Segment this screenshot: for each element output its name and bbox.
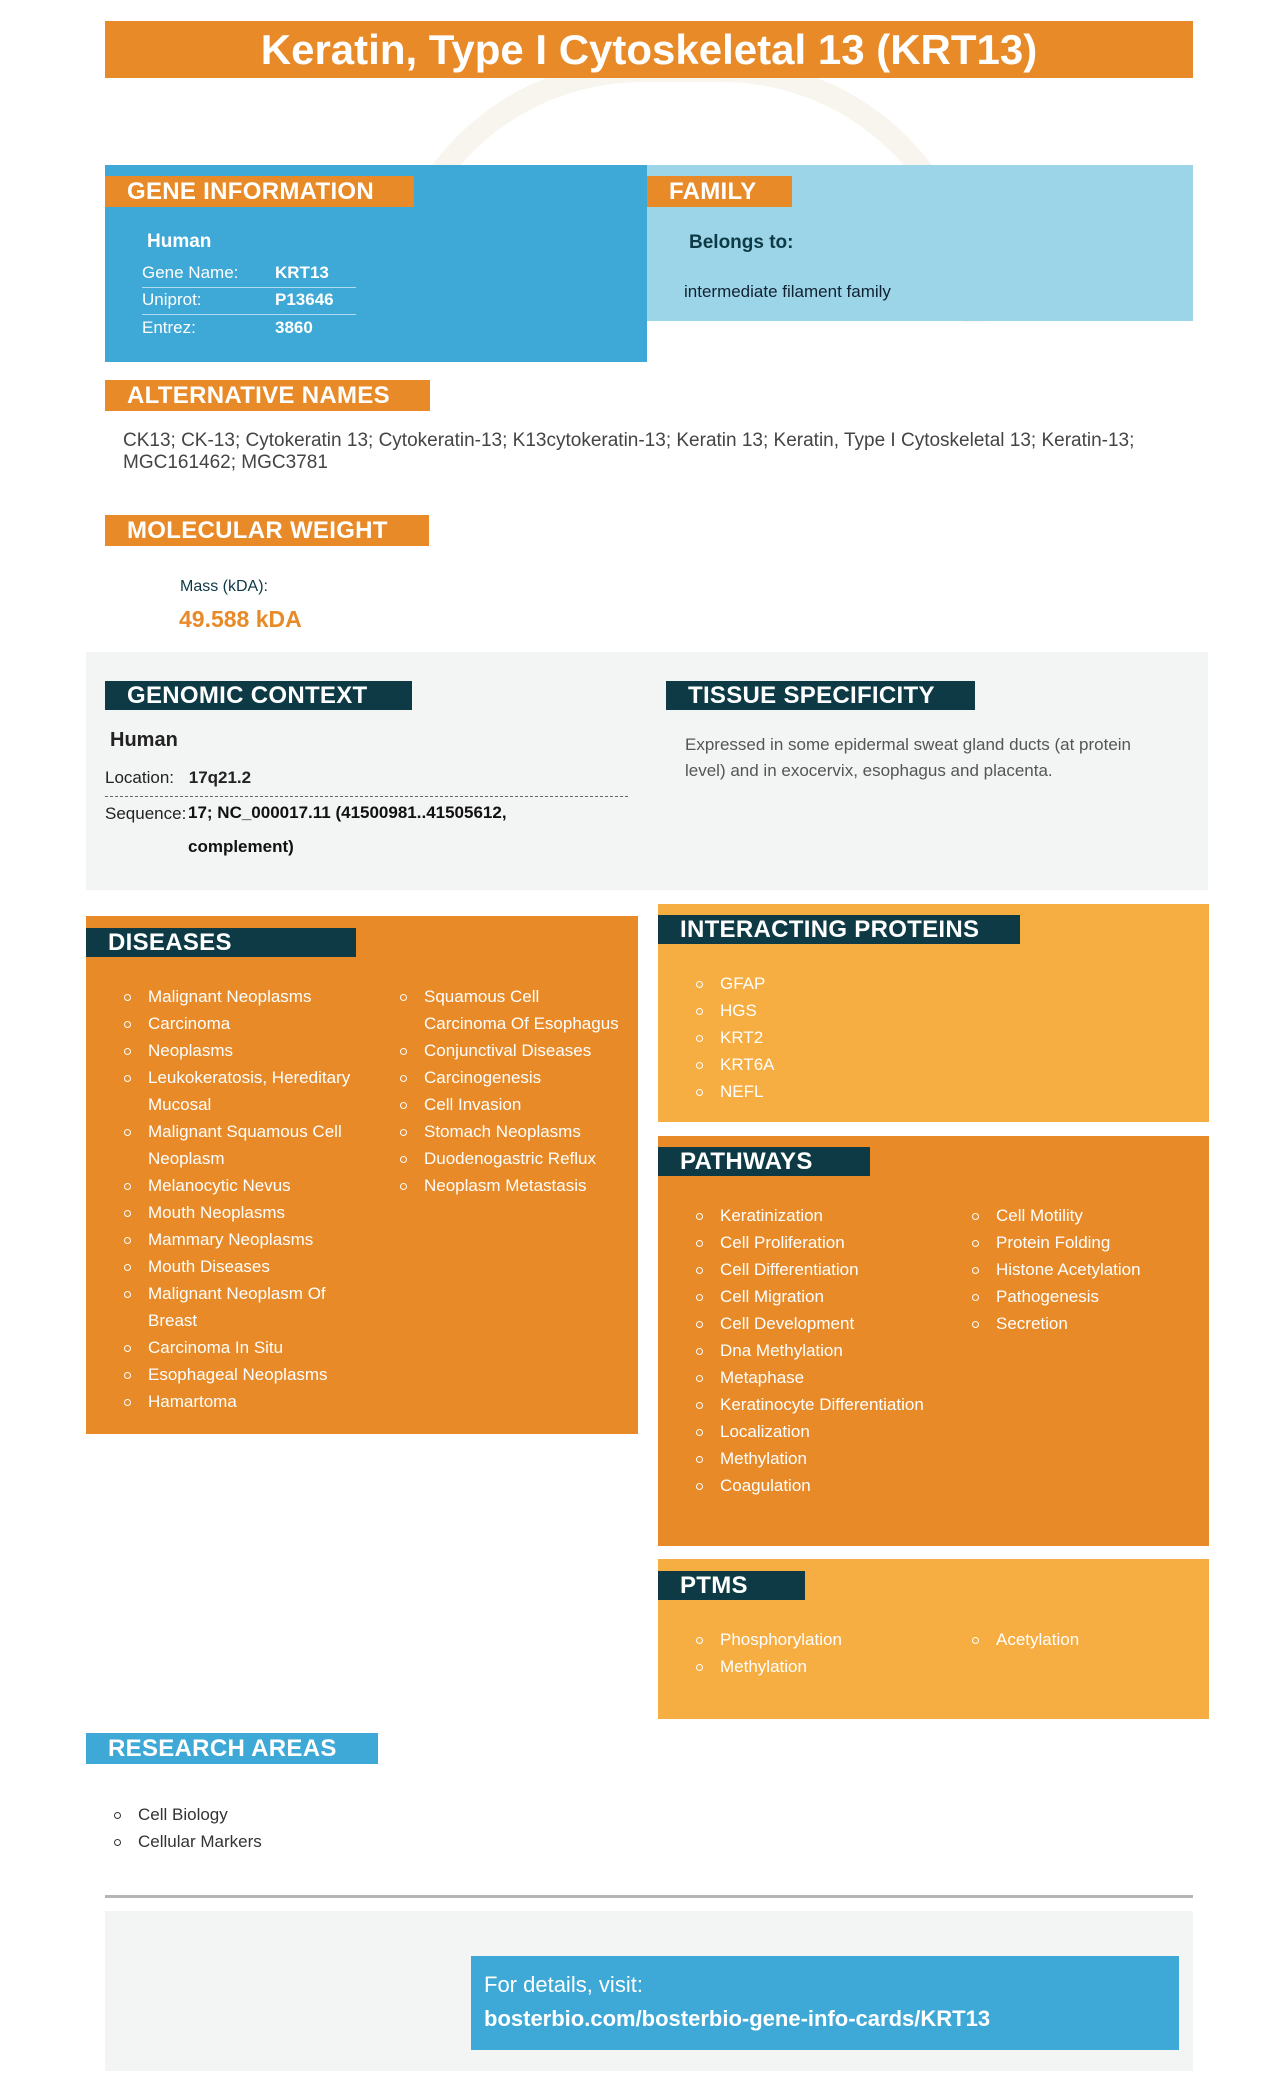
ptms-col1 [696, 1626, 946, 1680]
alternative-names-header: ALTERNATIVE NAMES [105, 380, 430, 411]
molecular-weight-header: MOLECULAR WEIGHT [105, 515, 429, 546]
diseases-col2 [400, 983, 620, 1199]
uniprot-value: P13646 [275, 290, 334, 309]
disease-item: Mouth Diseases [124, 1253, 354, 1280]
ptm-item: Acetylation [972, 1626, 1192, 1653]
gene-name-row [142, 263, 356, 288]
interacting-protein-item: KRT6A [696, 1051, 936, 1078]
footer-line2[interactable]: bosterbio.com/bosterbio-gene-info-cards/KRT13 [484, 2006, 991, 2031]
location-label: Location: [105, 768, 174, 787]
tissue-specificity-header: TISSUE SPECIFICITY [666, 681, 975, 710]
interacting-protein-item: KRT2 [696, 1024, 936, 1051]
disease-item: Malignant Neoplasm Of Breast [124, 1280, 354, 1334]
diseases-col1 [124, 983, 354, 1415]
genomic-organism: Human [110, 729, 178, 751]
disease-item: Neoplasms [124, 1037, 354, 1064]
pathway-item: Pathogenesis [972, 1283, 1192, 1310]
disease-item: Squamous Cell Carcinoma Of Esophagus [400, 983, 620, 1037]
pathway-item: Dna Methylation [696, 1337, 946, 1364]
entrez-value: 3860 [275, 318, 313, 337]
pathways-col1 [696, 1202, 946, 1499]
pathway-item: Metaphase [696, 1364, 946, 1391]
gene-name-value: KRT13 [275, 263, 329, 282]
interacting-proteins-header: INTERACTING PROTEINS [658, 915, 1020, 944]
pathway-item: Methylation [696, 1445, 946, 1472]
disease-item: Malignant Neoplasms [124, 983, 354, 1010]
pathway-item: Keratinization [696, 1202, 946, 1229]
research-areas-list [114, 1801, 414, 1855]
footer-line1: For details, visit: [484, 1972, 643, 1997]
pathways-header: PATHWAYS [658, 1147, 870, 1176]
family-value: intermediate filament family [684, 282, 891, 301]
interacting-protein-item: HGS [696, 997, 936, 1024]
family-belongs-label: Belongs to: [689, 232, 794, 253]
gene-info-header: GENE INFORMATION [105, 176, 414, 207]
entrez-key: Entrez: [142, 318, 196, 337]
pathway-item: Cell Motility [972, 1202, 1192, 1229]
pathway-item: Protein Folding [972, 1229, 1192, 1256]
pathways-col2 [972, 1202, 1192, 1337]
disease-item: Carcinoma [124, 1010, 354, 1037]
genomic-context-header: GENOMIC CONTEXT [105, 681, 412, 710]
interacting-protein-item: GFAP [696, 970, 936, 997]
ptm-item: Methylation [696, 1653, 946, 1680]
research-area-item: Cellular Markers [114, 1828, 414, 1855]
location-value: 17q21.2 [188, 768, 252, 787]
entrez-row [142, 318, 356, 338]
footer-divider [105, 1895, 1193, 1898]
ptms-header: PTMS [658, 1571, 805, 1600]
ptm-item: Phosphorylation [696, 1626, 946, 1653]
pathway-item: Histone Acetylation [972, 1256, 1192, 1283]
sequence-value: 17; NC_000017.11 (41500981..41505612, complement) [188, 803, 507, 856]
diseases-header: DISEASES [86, 928, 356, 957]
interacting-protein-item: NEFL [696, 1078, 936, 1105]
uniprot-key: Uniprot: [142, 290, 202, 309]
disease-item: Stomach Neoplasms [400, 1118, 620, 1145]
pathway-item: Coagulation [696, 1472, 946, 1499]
pathway-item: Cell Development [696, 1310, 946, 1337]
family-header: FAMILY [647, 176, 792, 207]
disease-item: Mammary Neoplasms [124, 1226, 354, 1253]
alternative-names-text: CK13; CK-13; Cytokeratin 13; Cytokeratin-13; K13cytokeratin-13; Keratin 13; Keratin, Type I Cytoskeletal 13; Keratin-13; MGC161462; MGC3781 [123, 430, 1135, 473]
disease-item: Neoplasm Metastasis [400, 1172, 620, 1199]
research-areas-header: RESEARCH AREAS [86, 1733, 378, 1764]
disease-item: Leukokeratosis, Hereditary Mucosal [124, 1064, 354, 1118]
gene-info-organism: Human [147, 231, 212, 252]
disease-item: Esophageal Neoplasms [124, 1361, 354, 1388]
pathway-item: Secretion [972, 1310, 1192, 1337]
pathway-item: Localization [696, 1418, 946, 1445]
pathway-item: Cell Proliferation [696, 1229, 946, 1256]
sequence-label: Sequence: [105, 804, 187, 823]
interacting-proteins-list [696, 970, 936, 1105]
genomic-location-row [105, 768, 628, 797]
disease-item: Carcinogenesis [400, 1064, 620, 1091]
disease-item: Mouth Neoplasms [124, 1199, 354, 1226]
pathway-item: Cell Migration [696, 1283, 946, 1310]
footer-link-box[interactable] [471, 1956, 1179, 2050]
ptms-col2 [972, 1626, 1192, 1653]
uniprot-row [142, 290, 356, 315]
disease-item: Hamartoma [124, 1388, 354, 1415]
tissue-specificity-text: Expressed in some epidermal sweat gland ducts (at protein level) and in exocervix, esophagus and placenta. [685, 735, 1132, 780]
disease-item: Duodenogastric Reflux [400, 1145, 620, 1172]
disease-item: Conjunctival Diseases [400, 1037, 620, 1064]
mass-value: 49.588 kDA [179, 606, 302, 632]
page-title: Keratin, Type I Cytoskeletal 13 (KRT13) [105, 21, 1193, 78]
gene-name-key: Gene Name: [142, 263, 239, 282]
disease-item: Melanocytic Nevus [124, 1172, 354, 1199]
research-area-item: Cell Biology [114, 1801, 414, 1828]
disease-item: Malignant Squamous Cell Neoplasm [124, 1118, 354, 1172]
mass-label: Mass (kDA): [180, 578, 268, 595]
disease-item: Carcinoma In Situ [124, 1334, 354, 1361]
disease-item: Cell Invasion [400, 1091, 620, 1118]
pathway-item: Keratinocyte Differentiation [696, 1391, 946, 1418]
pathway-item: Cell Differentiation [696, 1256, 946, 1283]
